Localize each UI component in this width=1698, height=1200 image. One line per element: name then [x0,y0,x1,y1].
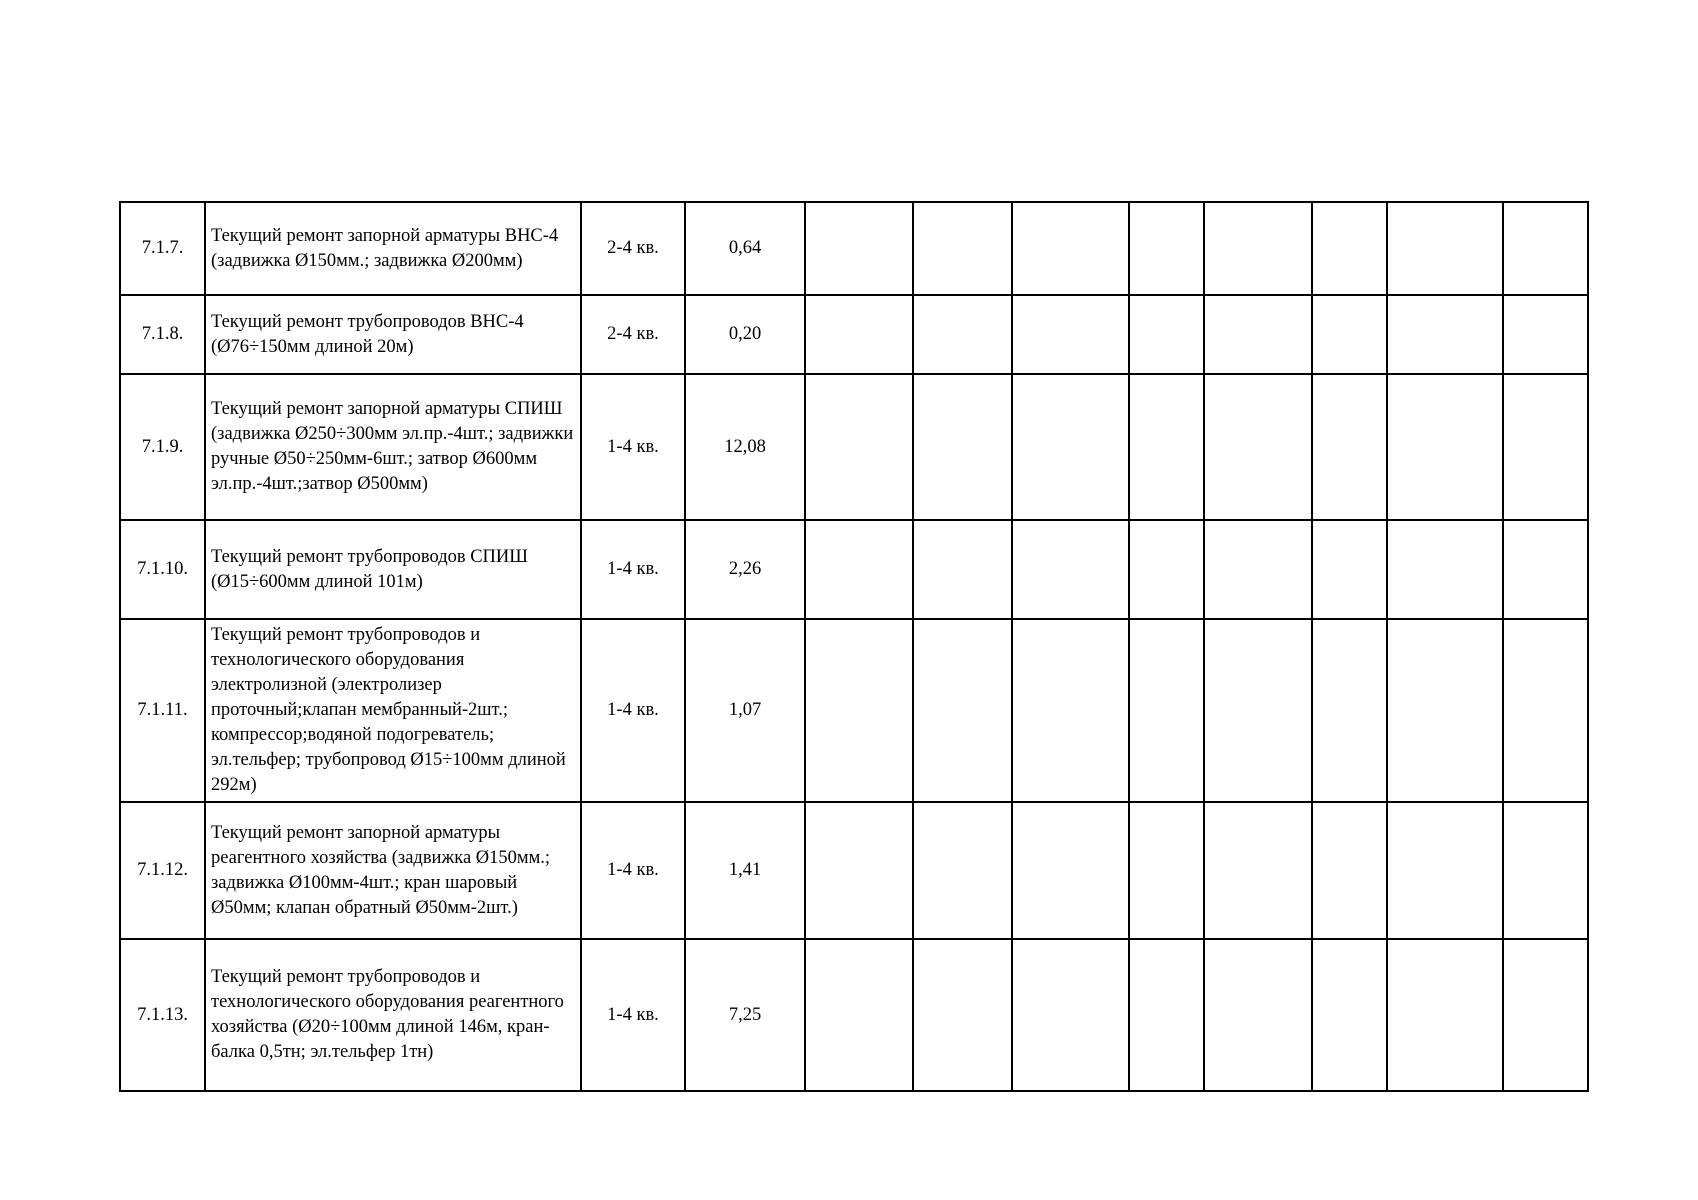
empty-cell [1012,374,1129,520]
work-plan-sheet [119,201,1587,1092]
work-description: Текущий ремонт трубопроводов ВНС-4 (Ø76÷150мм длиной 20м) [205,295,581,374]
empty-cell [1129,939,1204,1091]
empty-cell [913,295,1012,374]
work-description: Текущий ремонт трубопроводов и технологического оборудования электролизной (электролизер проточный;клапан мембранный-2шт.; компрессор;водяной подогреватель; эл.тельфер; трубопровод Ø15÷100мм длиной 292м) [205,619,581,802]
empty-cell [1387,295,1503,374]
empty-cell [1129,202,1204,295]
empty-cell [913,520,1012,619]
work-value: 0,64 [685,202,805,295]
empty-cell [1204,802,1312,939]
empty-cell [1387,374,1503,520]
empty-cell [1012,202,1129,295]
empty-cell [1129,619,1204,802]
empty-cell [1012,939,1129,1091]
empty-cell [1503,202,1588,295]
work-description: Текущий ремонт трубопроводов и технологического оборудования реагентного хозяйства (Ø20÷100мм длиной 146м, кран-балка 0,5тн; эл.тельфер 1тн) [205,939,581,1091]
empty-cell [1387,939,1503,1091]
empty-cell [913,939,1012,1091]
table-row [120,619,1588,802]
table-row [120,202,1588,295]
empty-cell [1012,295,1129,374]
work-value: 7,25 [685,939,805,1091]
work-period: 1-4 кв. [581,802,685,939]
table-row [120,374,1588,520]
work-value: 1,41 [685,802,805,939]
work-value: 2,26 [685,520,805,619]
empty-cell [1387,802,1503,939]
work-description: Текущий ремонт трубопроводов СПИШ (Ø15÷600мм длиной 101м) [205,520,581,619]
row-number: 7.1.8. [120,295,205,374]
empty-cell [1312,202,1387,295]
empty-cell [1204,619,1312,802]
empty-cell [1012,802,1129,939]
empty-cell [1312,619,1387,802]
work-description: Текущий ремонт запорной арматуры ВНС-4 (задвижка Ø150мм.; задвижка Ø200мм) [205,202,581,295]
row-number: 7.1.10. [120,520,205,619]
empty-cell [805,295,913,374]
empty-cell [1129,295,1204,374]
work-period: 2-4 кв. [581,295,685,374]
empty-cell [1312,520,1387,619]
table-row [120,939,1588,1091]
empty-cell [1503,939,1588,1091]
empty-cell [913,619,1012,802]
table-row [120,802,1588,939]
work-description: Текущий ремонт запорной арматуры СПИШ (задвижка Ø250÷300мм эл.пр.-4шт.; задвижки ручные Ø50÷250мм-6шт.; затвор Ø600мм эл.пр.-4шт.;затвор Ø500мм) [205,374,581,520]
empty-cell [1204,939,1312,1091]
empty-cell [805,939,913,1091]
empty-cell [1129,520,1204,619]
empty-cell [1204,520,1312,619]
empty-cell [1312,374,1387,520]
empty-cell [1387,202,1503,295]
work-value: 0,20 [685,295,805,374]
row-number: 7.1.11. [120,619,205,802]
empty-cell [1503,520,1588,619]
empty-cell [1503,295,1588,374]
empty-cell [1312,802,1387,939]
empty-cell [1312,295,1387,374]
empty-cell [805,520,913,619]
empty-cell [1503,802,1588,939]
empty-cell [1503,619,1588,802]
work-period: 2-4 кв. [581,202,685,295]
row-number: 7.1.13. [120,939,205,1091]
empty-cell [805,802,913,939]
empty-cell [1204,202,1312,295]
empty-cell [913,802,1012,939]
empty-cell [1204,374,1312,520]
empty-cell [1204,295,1312,374]
empty-cell [913,374,1012,520]
row-number: 7.1.7. [120,202,205,295]
work-period: 1-4 кв. [581,520,685,619]
work-value: 12,08 [685,374,805,520]
table-row [120,520,1588,619]
work-period: 1-4 кв. [581,619,685,802]
empty-cell [913,202,1012,295]
repair-work-table [119,201,1589,1092]
empty-cell [805,619,913,802]
empty-cell [1312,939,1387,1091]
empty-cell [1503,374,1588,520]
empty-cell [1129,802,1204,939]
empty-cell [805,202,913,295]
row-number: 7.1.9. [120,374,205,520]
empty-cell [1012,619,1129,802]
work-description: Текущий ремонт запорной арматуры реагентного хозяйства (задвижка Ø150мм.; задвижка Ø100мм-4шт.; кран шаровый Ø50мм; клапан обратный Ø50мм-2шт.) [205,802,581,939]
empty-cell [1129,374,1204,520]
work-period: 1-4 кв. [581,939,685,1091]
work-period: 1-4 кв. [581,374,685,520]
empty-cell [1387,619,1503,802]
empty-cell [805,374,913,520]
row-number: 7.1.12. [120,802,205,939]
work-value: 1,07 [685,619,805,802]
empty-cell [1012,520,1129,619]
empty-cell [1387,520,1503,619]
table-row [120,295,1588,374]
